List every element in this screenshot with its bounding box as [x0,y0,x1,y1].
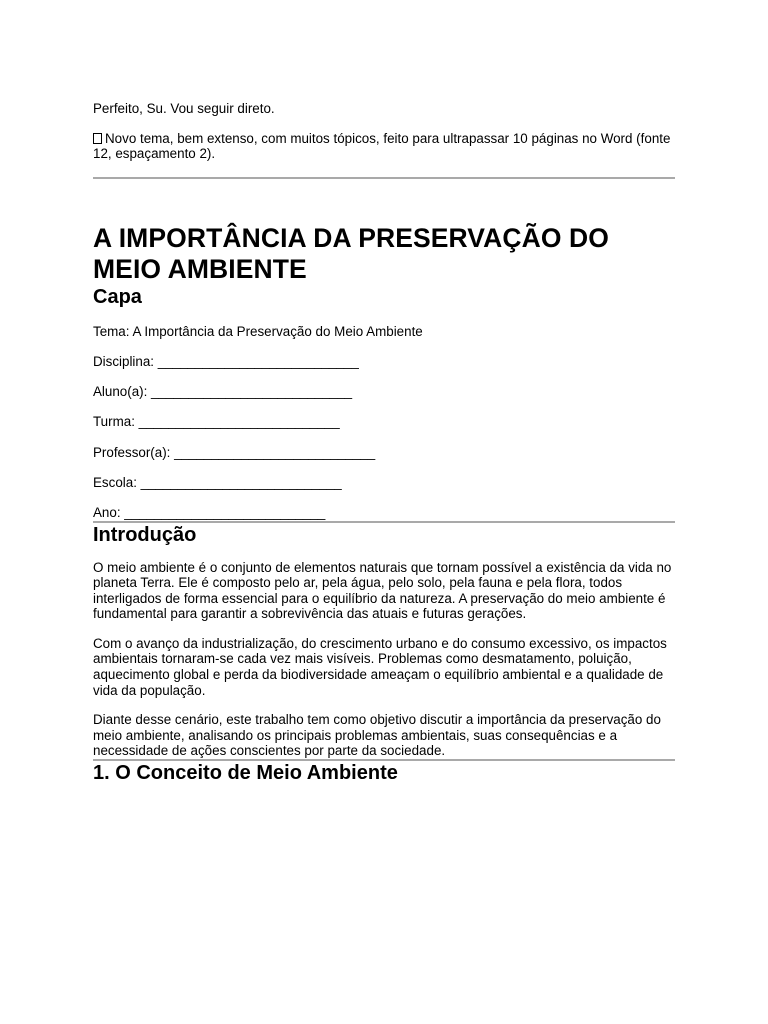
cover-field-escola: Escola: ___________________________ [93,474,342,490]
introduction-paragraph: Diante desse cenário, este trabalho tem como objetivo discutir a importância da preservação do meio ambiente, analisando os principais problemas ambientais, suas consequências e a necessidade de ações conscientes por parte da sociedade. [93,712,661,759]
cover-field-turma: Turma: ___________________________ [93,414,340,430]
greeting-line: Perfeito, Su. Vou seguir direto. [93,101,275,116]
divider [93,177,675,179]
cover-field-disciplina: Disciplina: ___________________________ [93,353,359,369]
introduction-paragraph: Com o avanço da industrialização, do crescimento urbano e do consumo excessivo, os impactos ambientais tornaram-se cada vez mais visíveis. Problemas como desmatamento, poluição, aquecimento global e perda da biodiversidade ameaçam o equilíbrio ambiental e a qualidade de vida da população. [93,635,667,698]
cover-field-ano: Ano: ___________________________ [93,504,326,520]
document-title: A IMPORTÂNCIA DA PRESERVAÇÃO DO MEIO AMBIENTE [93,222,609,284]
unsupported-glyph-icon [93,133,102,144]
cover-heading: Capa [93,285,142,308]
cover-theme: Tema: A Importância da Preservação do Meio Ambiente [93,323,423,339]
introduction-paragraph: O meio ambiente é o conjunto de elementos naturais que tornam possível a existência da vida no planeta Terra. Ele é composto pelo ar, pela água, pelo solo, pela fauna e pela flora, todos interligados de forma essencial para o equilíbrio da natureza. A preservação do meio ambiente é fundamental para garantir a sobrevivência das atuais e futuras gerações. [93,559,672,622]
cover-field-aluno: Aluno(a): ___________________________ [93,384,353,400]
note-text: Novo tema, bem extenso, com muitos tópicos, feito para ultrapassar 10 páginas no Word (fonte 12, espaçamento 2). [93,130,671,162]
document-content [93,101,675,785]
introduction-heading: Introdução [93,523,197,546]
cover-field-professor: Professor(a): ___________________________ [93,444,376,460]
section-1-heading: 1. O Conceito de Meio Ambiente [93,762,398,785]
note-line [93,131,675,162]
